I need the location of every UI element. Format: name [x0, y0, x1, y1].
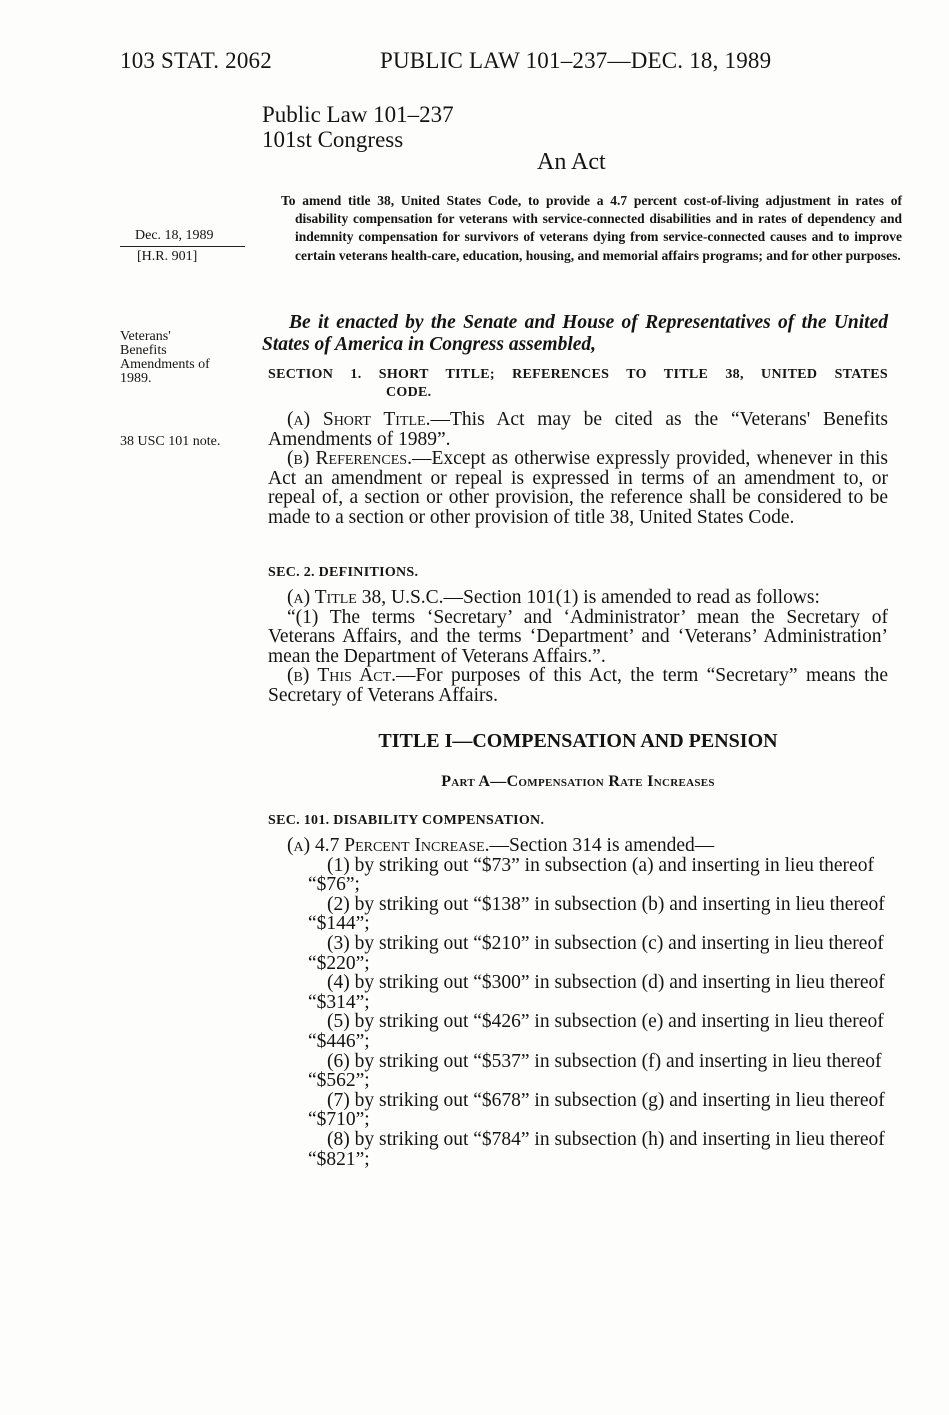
list-item: (3) by striking out “$210” in subsection (c) and inserting in lieu thereof “$220”; [308, 932, 884, 974]
long-title-purpose: To amend title 38, United States Code, to provide a 4.7 percent cost-of-living adjustment in rates of disability compensation for veterans with service-connected disabilities and in rates of dependency and indemnity compensation for survivors of veterans dying from service-connected causes and to improve certain veterans health-care, education, housing, and memorial affairs programs; and for other purposes. [281, 193, 902, 263]
margin-usc-note: 38 USC 101 note. [120, 434, 221, 449]
public-law-number: Public Law 101–237 [262, 102, 454, 127]
congress-number: 101st Congress [262, 127, 404, 152]
list-item: (6) by striking out “$537” in subsection (f) and inserting in lieu thereof “$562”; [308, 1050, 882, 1092]
enacting-clause: Be it enacted by the Senate and House of Representatives of the United States of America in Congress assembled, [262, 312, 888, 355]
list-item: (1) by striking out “$73” in subsection (a) and inserting in lieu thereof “$76”; [308, 854, 874, 896]
section-2-a: (a) Title 38, U.S.C.—Section 101(1) is amended to read as follows: [287, 587, 820, 608]
section-101-heading: SEC. 101. DISABILITY COMPENSATION. [268, 813, 545, 828]
part-a-heading: Part A—Compensation Rate Increases [441, 773, 715, 790]
list-item: (7) by striking out “$678” in subsection (g) and inserting in lieu thereof “$710”; [308, 1089, 885, 1131]
section-1-body [268, 410, 888, 528]
section-2-body [268, 588, 888, 706]
section-2-b: (b) This Act.—For purposes of this Act, the term “Secretary” means the Secretary of Veterans Affairs. [268, 665, 888, 706]
title-i-heading: TITLE I—COMPENSATION AND PENSION [378, 730, 778, 752]
section-101-a-lead: (a) 4.7 Percent Increase.—Section 314 is amended— [287, 835, 715, 856]
list-item: (4) by striking out “$300” in subsection (d) and inserting in lieu thereof “$314”; [308, 972, 885, 1013]
section-2-heading: SEC. 2. DEFINITIONS. [268, 565, 419, 580]
running-header: PUBLIC LAW 101–237—DEC. 18, 1989 [380, 48, 772, 73]
act-heading: An Act [537, 149, 606, 175]
margin-divider [120, 246, 245, 247]
section-1-heading: SECTION 1. SHORT TITLE; REFERENCES TO TITLE 38, UNITED STATES CODE. [268, 367, 888, 400]
list-item: (8) by striking out “$784” in subsection (h) and inserting in lieu thereof “$821”; [308, 1128, 885, 1170]
list-item: (5) by striking out “$426” in subsection (e) and inserting in lieu thereof “$446”; [308, 1011, 884, 1052]
list-item: (2) by striking out “$138” in subsection (b) and inserting in lieu thereof “$144”; [308, 893, 885, 935]
section-2-quote: “(1) The terms ‘Secretary’ and ‘Administrator’ mean the Secretary of Veterans Affairs, and the terms ‘Department’ and ‘Veterans’ Administration’ mean the Department of Veterans Affairs.”. [268, 606, 888, 667]
margin-bill-number: [H.R. 901] [137, 249, 198, 264]
page-stat-citation: 103 STAT. 2062 [120, 48, 272, 73]
section-1-a: (a) Short Title.—This Act may be cited as the “Veterans' Benefits Amendments of 1989”. [268, 409, 888, 450]
section-1-b: (b) References.—Except as otherwise expressly provided, whenever in this Act an amendment or repeal is expressed in terms of an amendment to, or repeal of, a section or other provision, the reference shall be considered to be made to a section or other provision of title 38, United States Code. [268, 448, 888, 528]
margin-short-title-note: Veterans' Benefits Amendments of 1989. [120, 329, 210, 386]
section-101-body [268, 836, 888, 1169]
margin-date: Dec. 18, 1989 [135, 228, 214, 243]
